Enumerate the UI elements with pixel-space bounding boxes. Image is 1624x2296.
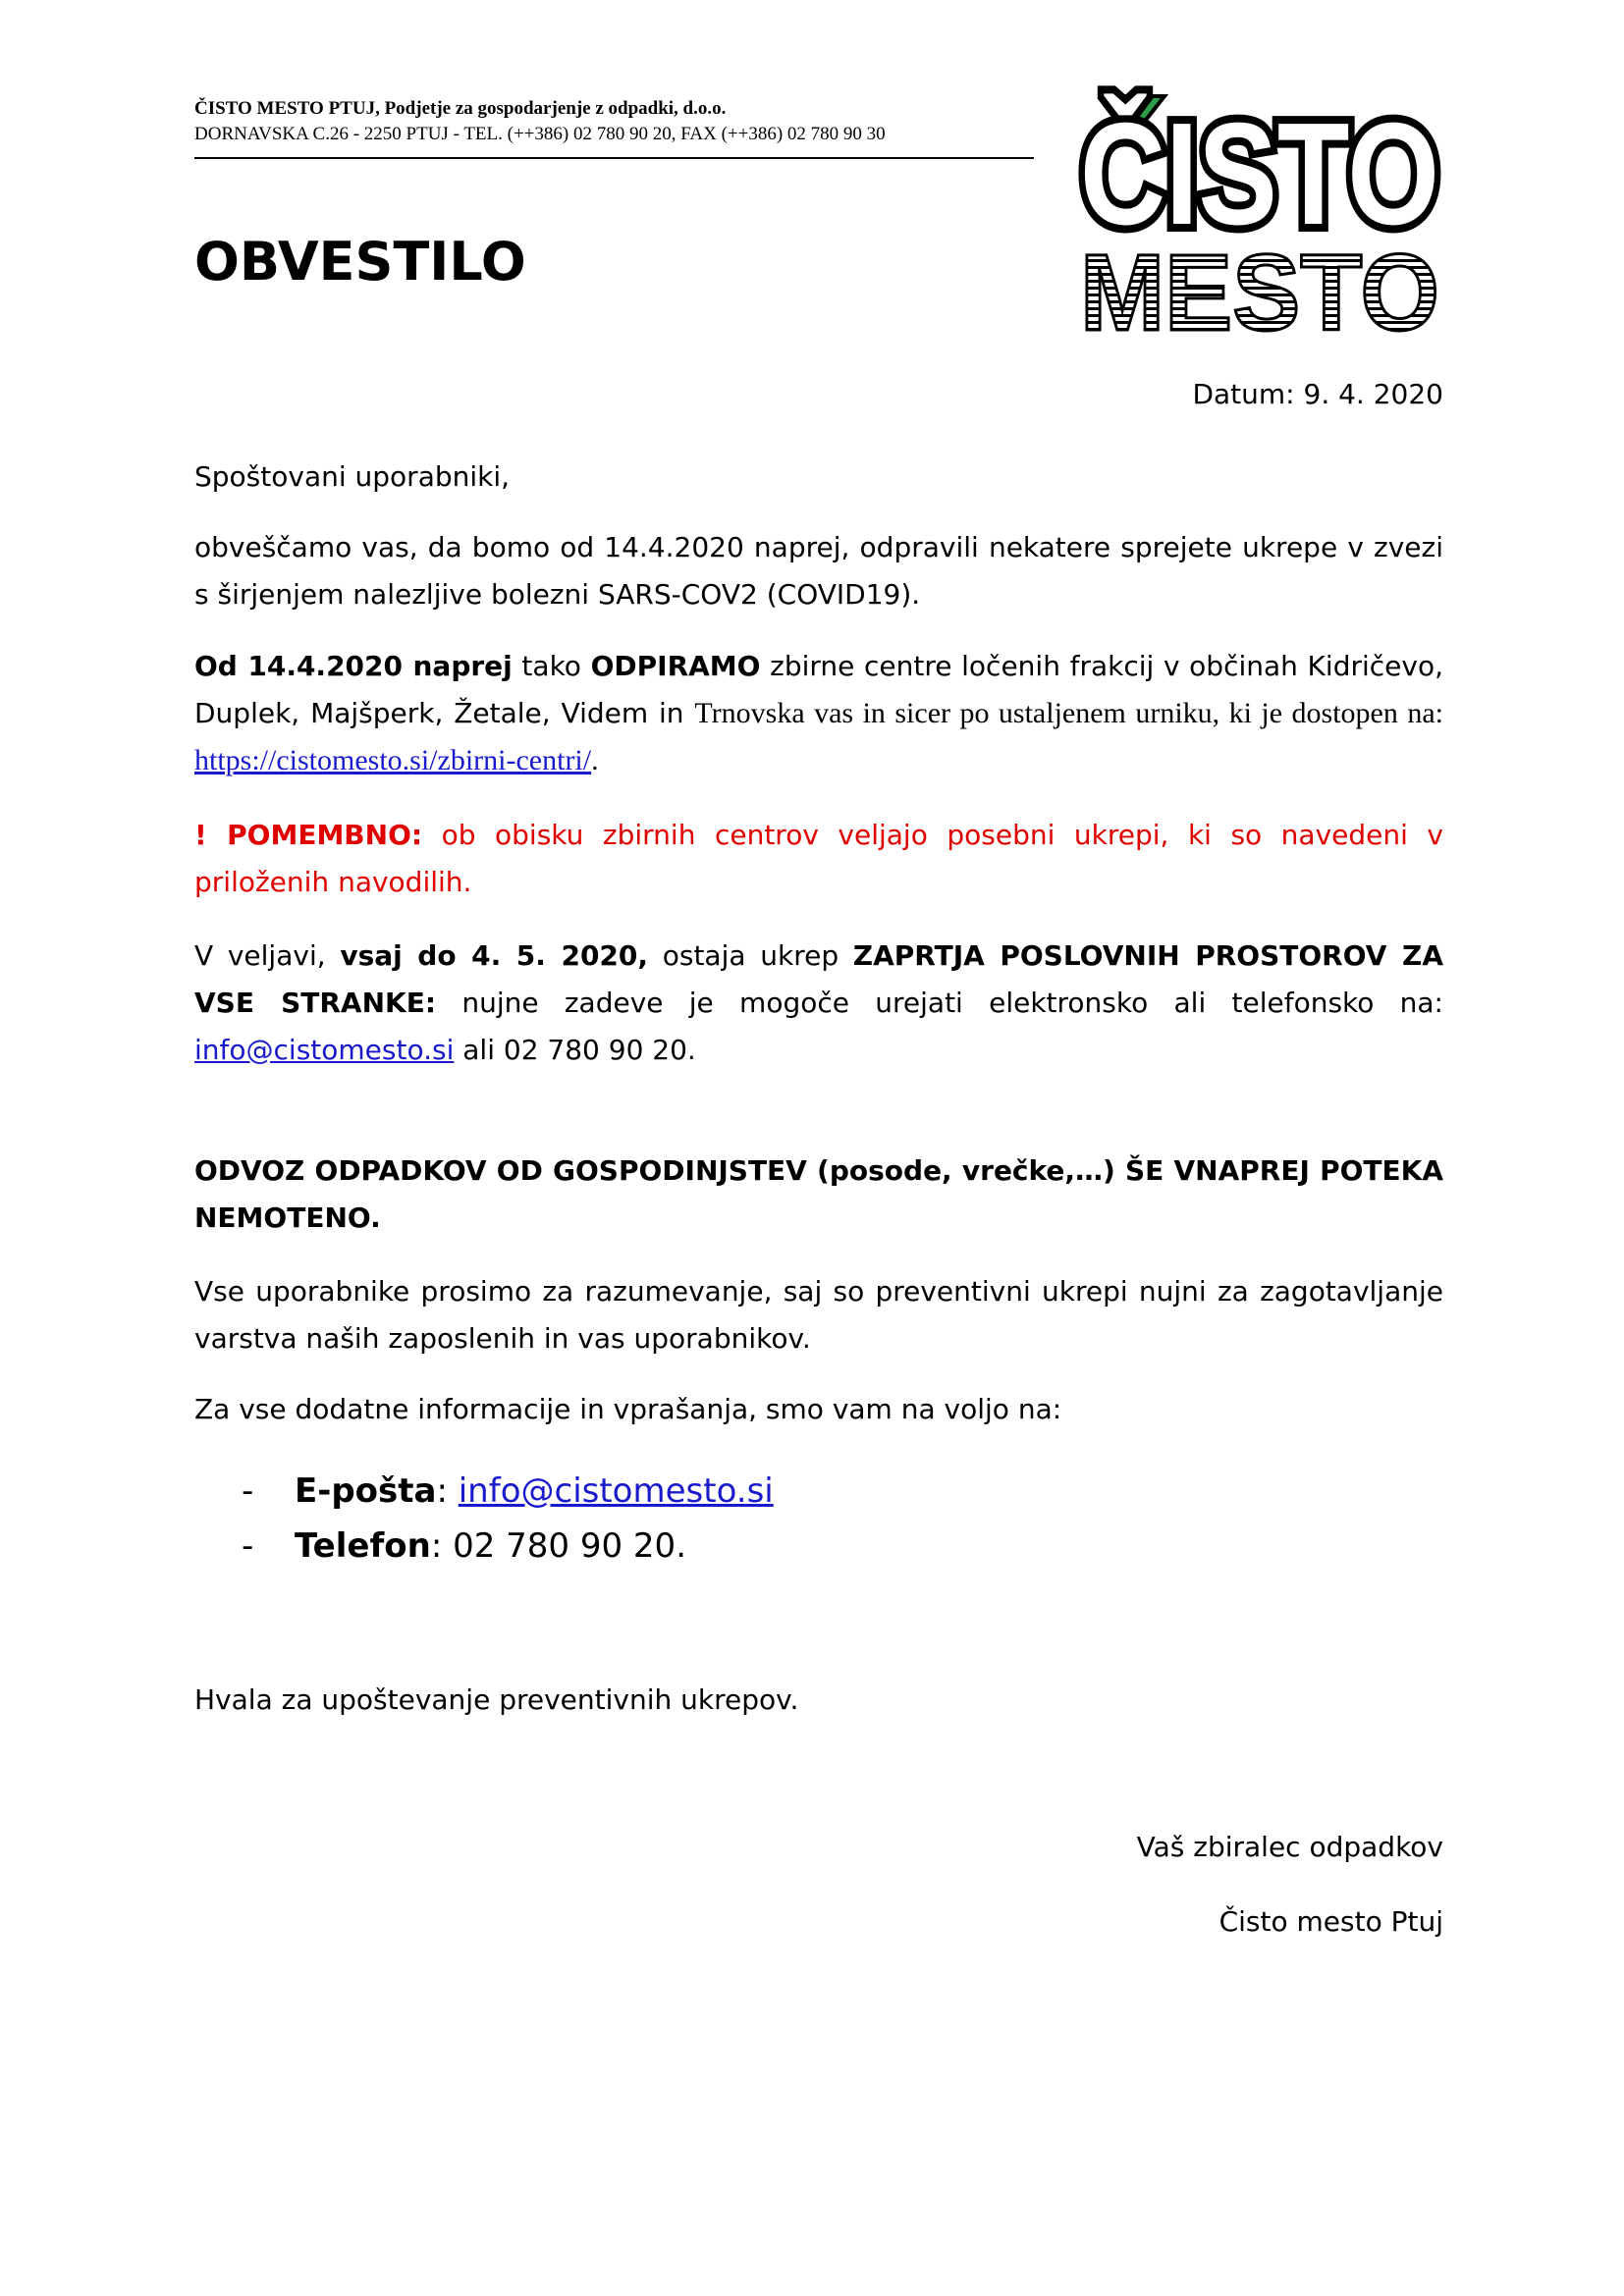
contact-phone-label: Telefon (295, 1526, 431, 1566)
list-dash: - (242, 1471, 254, 1511)
logo-word-cisto: ČISTO (1080, 93, 1522, 255)
cisto-mesto-logo (1080, 93, 1522, 353)
thanks-line: Hvala za upoštevanje preventivnih ukrepov. (194, 1683, 799, 1716)
paragraph-collection: ODVOZ ODPADKOV OD GOSPODINJSTEV (posode, vrečke,…) ŠE VNAPREJ POTEKA NEMOTENO. (194, 1154, 1443, 1234)
closure-text-3: nujne zadeve je mogoče urejati elektronsko ali telefonsko na: (436, 987, 1443, 1019)
paragraph-understanding: Vse uporabnike prosimo za razumevanje, saj so preventivni ukrepi nujni za zagotavljanje varstva naših zaposlenih in vas uporabnikov. (194, 1275, 1443, 1355)
email-link-inline[interactable]: info@cistomesto.si (194, 1034, 455, 1066)
paragraph-info: Za vse dodatne informacije in vprašanja, smo vam na voljo na: (194, 1393, 1062, 1425)
page-title: OBVESTILO (194, 231, 526, 293)
greeting: Spoštovani uporabniki, (194, 460, 511, 493)
opening-bold: ODPIRAMO (590, 650, 761, 682)
logo-word-mesto: MESTO (1080, 233, 1439, 353)
opening-date-bold: Od 14.4.2020 naprej (194, 650, 513, 682)
paragraph-opening (194, 643, 1443, 784)
closure-text-2: ostaja ukrep (648, 939, 853, 972)
letterhead-company: ČISTO MESTO PTUJ, Podjetje za gospodarjenje z odpadki, d.o.o. (194, 98, 727, 119)
closure-text-1: V veljavi, (194, 939, 341, 972)
opening-text-3: Trnovska vas in sicer po ustaljenem urniku, ki je dostopen na: (694, 697, 1443, 729)
opening-text-2: zbirne centre ločenih frakcij v občinah Kidričevo, Duplek, Majšperk, Žetale, Videm in (194, 650, 1443, 729)
document-date: Datum: 9. 4. 2020 (1192, 378, 1443, 410)
paragraph-intro: obveščamo vas, da bomo od 14.4.2020 naprej, odpravili nekatere sprejete ukrepe v zvezi s širjenjem nalezljive bolezni SARS-COV2 (COVID19). (194, 531, 1443, 611)
contact-email-label: E-pošta (295, 1471, 437, 1511)
collection-centers-link[interactable]: https://cistomesto.si/zbirni-centri/ (194, 744, 592, 776)
contact-email-link[interactable]: info@cistomesto.si (458, 1471, 774, 1511)
paragraph-important (194, 812, 1443, 906)
contact-sep: : (436, 1471, 459, 1511)
closure-date-bold: vsaj do 4. 5. 2020, (340, 939, 649, 972)
list-dash: - (242, 1526, 254, 1566)
opening-text-4: . (591, 744, 599, 776)
closure-text-4: ali 02 780 90 20. (454, 1034, 696, 1066)
letterhead (194, 96, 1031, 147)
signature-line-2: Čisto mesto Ptuj (1218, 1905, 1443, 1938)
opening-text-1: tako (512, 650, 591, 682)
contact-sep: : (430, 1526, 454, 1566)
closure-bold: ZAPRTJA POSLOVNIH PROSTOROV ZA VSE STRANKE: (194, 939, 1443, 1019)
letterhead-rule (194, 157, 1034, 159)
signature-line-1: Vaš zbiralec odpadkov (1136, 1831, 1443, 1863)
contact-phone-value: 02 780 90 20. (453, 1526, 686, 1566)
important-label: ! POMEMBNO: (194, 819, 423, 851)
contact-email (242, 1465, 774, 1518)
contact-phone (242, 1520, 686, 1573)
paragraph-closure (194, 933, 1443, 1074)
important-text: ob obisku zbirnih centrov veljajo posebni ukrepi, ki so navedeni v priloženih navodilih. (194, 819, 1443, 898)
letterhead-address: DORNAVSKA C.26 - 2250 PTUJ - TEL. (++386) 02 780 90 20, FAX (++386) 02 780 90 30 (194, 124, 886, 144)
